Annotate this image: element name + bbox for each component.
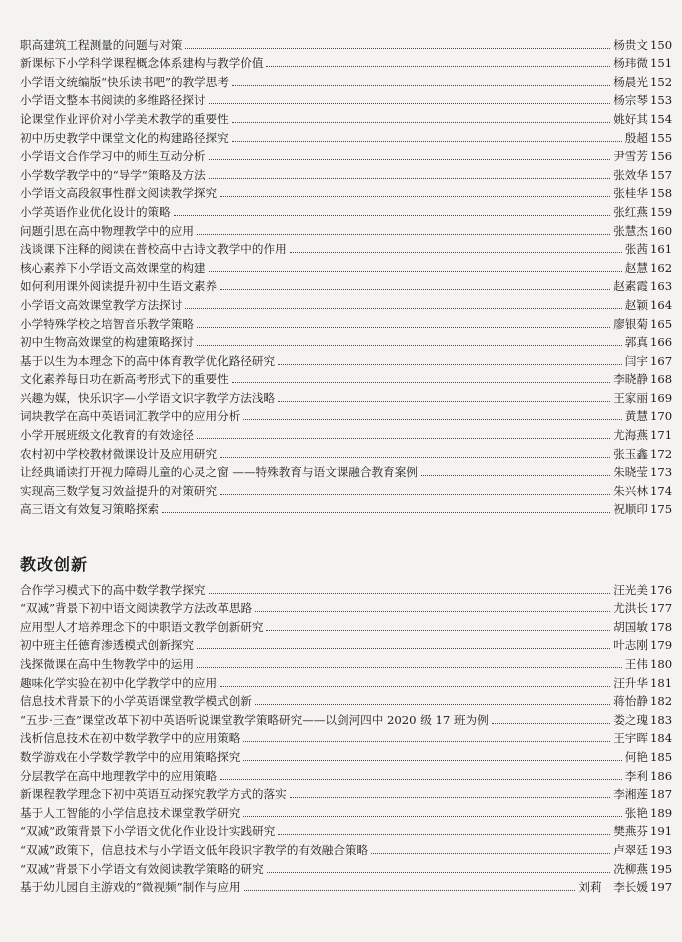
entry-author: 杨晨光 [613,74,648,89]
toc-section-2 [20,578,673,895]
dot-leader [232,85,610,86]
entry-author: 赵颖 [624,297,648,312]
entry-page-number: 187 [650,787,673,802]
entry-page-number: 170 [650,409,673,424]
entry-author: 张效华 [613,167,648,182]
entry-page-number: 167 [650,353,673,368]
dot-leader [209,271,622,272]
entry-page-number: 177 [650,601,673,616]
entry-title: 数学游戏在小学数学教学中的应用策略探究 [20,749,241,764]
dot-leader [174,215,610,216]
entry-title: 职高建筑工程测量的问题与对策 [20,37,183,52]
toc-entry [20,857,673,876]
entry-page-number: 166 [650,335,673,350]
toc-entry [20,498,673,517]
entry-page-number: 156 [650,149,673,164]
entry-page-number: 181 [650,675,673,690]
entry-author: 廖银菊 [613,316,648,331]
entry-title: 分层教学在高中地理教学中的应用策略 [20,768,218,783]
entry-title: 基于以生为本理念下的高中体育教学优化路径研究 [20,353,276,368]
entry-page-number: 189 [650,805,673,820]
entry-title: 小学开展班级文化教育的有效途径 [20,428,194,443]
dot-leader [232,382,611,383]
dot-leader [421,475,610,476]
dot-leader [255,704,610,705]
entry-author: 王宇晖 [613,731,648,746]
entry-author: 汪光美 [613,582,648,597]
toc-entry [20,219,673,238]
dot-leader [266,630,610,631]
entry-author: 李湘莲 [613,787,648,802]
entry-page-number: 169 [650,390,673,405]
toc-entry [20,423,673,443]
entry-author: 王伟 [624,656,648,671]
toc-entry [20,256,673,275]
dot-leader [278,834,610,835]
dot-leader [243,760,622,761]
entry-title: 基于幼儿园自主游戏的“微视频”制作与应用 [20,880,241,895]
dot-leader [278,364,622,365]
toc-entry [20,331,673,350]
dot-leader [220,457,610,458]
dot-leader [243,419,622,420]
dot-leader [232,141,622,142]
toc-entry [20,163,673,182]
entry-page-number: 160 [650,223,673,238]
dot-leader [266,66,610,67]
entry-author: 祝顺印 [613,502,648,517]
dot-leader [220,779,622,780]
toc-entry [20,615,673,634]
entry-author: 张茜 [624,242,648,257]
entry-author: 蒋怡静 [613,694,648,709]
entry-author: 卢翠廷 [613,842,648,857]
entry-author: 尤海燕 [613,428,648,443]
toc-entry [20,200,673,219]
dot-leader [197,234,610,235]
entry-page-number: 159 [650,204,673,219]
entry-page-number: 162 [650,260,673,275]
entry-title: 如何利用课外阅读提升初中生语文素养 [20,279,218,294]
entry-title: 小学语文统编版“快乐读书吧”的教学思考 [20,74,229,89]
section-heading: 教改创新 [20,555,89,574]
entry-author: 张玉鑫 [613,446,648,461]
entry-author: 王家丽 [613,390,648,405]
entry-page-number: 182 [650,694,673,709]
entry-title: 小学数学教学中的“导学”策略及方法 [20,167,206,182]
toc-entry [20,442,673,461]
dot-leader [209,593,611,594]
entry-page-number: 195 [650,861,673,876]
toc-entry [20,89,673,108]
entry-page-number: 163 [650,279,673,294]
dot-leader [492,723,610,724]
entry-author: 赵慧 [624,260,648,275]
dot-leader [243,816,622,817]
toc-entry [20,349,673,368]
entry-author: 朱兴林 [613,483,648,498]
entry-page-number: 175 [650,502,673,517]
entry-author: 尤洪长 [613,601,648,616]
entry-author: 胡国敏 [613,619,648,634]
entry-author: 赵素霞 [613,279,648,294]
toc-entry [20,182,673,201]
entry-title: 农村初中学校教材微课设计及应用研究 [20,446,218,461]
entry-page-number: 153 [650,93,673,108]
entry-author: 汪升华 [613,675,648,690]
entry-title: 小学语文合作学习中的师生互动分析 [20,149,206,164]
entry-author: 张慧杰 [613,223,648,238]
dot-leader [197,648,610,649]
entry-page-number: 165 [650,316,673,331]
dot-leader [209,159,611,160]
dot-leader [197,345,622,346]
entry-author: 杨玮微 [613,56,648,71]
dot-leader [162,512,610,513]
dot-leader [371,853,610,854]
dot-leader [185,48,610,49]
entry-title: 小学特殊学校之培智音乐教学策略 [20,316,194,331]
entry-page-number: 174 [650,483,673,498]
entry-author: 李利 [624,768,648,783]
entry-page-number: 157 [650,167,673,182]
entry-page-number: 193 [650,842,673,857]
entry-author: 姚好其 [613,111,648,126]
toc-entry [20,652,673,671]
dot-leader [197,327,610,328]
entry-page-number: 197 [650,880,673,895]
entry-author: 黄慧 [624,409,648,424]
entry-page-number: 185 [650,749,673,764]
entry-title: “双减”政策背景下小学语文优化作业设计实践研究 [20,824,276,839]
toc-entry [20,764,673,783]
entry-author: 张红燕 [613,204,648,219]
entry-title: 应用型人才培养理念下的中职语文教学创新研究 [20,619,264,634]
entry-title: “双减”背景下小学语文有效阅读教学策略的研究 [20,861,264,876]
entry-author: 刘莉 李长媛 [578,880,648,895]
entry-page-number: 161 [650,242,673,257]
toc-entry [20,461,673,480]
entry-title: 初中班主任德育渗透模式创新探究 [20,638,194,653]
toc-entry [20,238,673,257]
entry-page-number: 191 [650,824,673,839]
entry-page-number: 179 [650,638,673,653]
entry-title: 实现高三数学复习效益提升的对策研究 [20,483,218,498]
dot-leader [185,308,621,309]
entry-page-number: 171 [650,428,673,443]
toc-entry [20,479,673,498]
dot-leader [220,686,610,687]
entry-title: 高三语文有效复习策略探索 [20,502,160,517]
toc-entry [20,634,673,653]
entry-page-number: 164 [650,297,673,312]
entry-title: 让经典诵读打开视力障碍儿童的心灵之窗 ——特殊教育与语文课融合教育案例 [20,465,418,480]
entry-page-number: 184 [650,731,673,746]
entry-page-number: 178 [650,619,673,634]
toc-entry [20,801,673,820]
dot-leader [278,401,610,402]
entry-page-number: 158 [650,186,673,201]
entry-title: 信息技术背景下的小学英语课堂教学模式创新 [20,694,252,709]
entry-title: 初中历史教学中课堂文化的构建路径探究 [20,130,229,145]
entry-page-number: 155 [650,130,673,145]
entry-title: 浅析信息技术在初中数学教学中的应用策略 [20,731,241,746]
entry-page-number: 186 [650,768,673,783]
entry-author: 殷超 [624,130,648,145]
entry-page-number: 172 [650,446,673,461]
entry-author: 郭真 [624,335,648,350]
entry-page-number: 150 [650,37,673,52]
entry-title: 浅探微课在高中生物教学中的运用 [20,656,194,671]
dot-leader [243,741,610,742]
toc-entry [20,783,673,802]
toc-entry [20,405,673,424]
entry-title: “五步·三查”课堂改革下初中英语听说课堂教学策略研究——以剑河四中 2020 级 17 班为例 [20,712,489,727]
toc-entry [20,578,673,597]
entry-page-number: 180 [650,656,673,671]
entry-page-number: 152 [650,74,673,89]
toc-entry [20,597,673,616]
toc-entry [20,293,673,312]
entry-title: 基于人工智能的小学信息技术课堂教学研究 [20,805,241,820]
dot-leader [290,252,622,253]
entry-title: 词块教学在高中英语词汇教学中的应用分析 [20,409,241,424]
toc-entry [20,52,673,71]
entry-title: “双减”背景下初中语文阅读教学方法改革思路 [20,601,253,616]
entry-title: 小学语文整本书阅读的多维路径探讨 [20,93,206,108]
dot-leader [244,890,576,891]
entry-title: 兴趣为媒，快乐识字—小学语文识字教学方法浅略 [20,390,276,405]
toc-entry [20,145,673,164]
entry-author: 张桂华 [613,186,648,201]
entry-title: “双减”政策下，信息技术与小学语文低年段识字教学的有效融合策略 [20,842,369,857]
dot-leader [232,122,611,123]
dot-leader [220,196,610,197]
entry-author: 闫宇 [624,353,648,368]
toc-entry [20,368,673,387]
dot-leader [209,103,611,104]
entry-title: 小学语文高段叙事性群文阅读教学探究 [20,186,218,201]
toc-entry [20,745,673,764]
dot-leader [209,178,610,179]
entry-title: 小学英语作业优化设计的策略 [20,204,171,219]
entry-author: 杨宗琴 [613,93,648,108]
toc-section-1 [20,33,673,517]
toc-entry [20,838,673,857]
dot-leader [255,611,610,612]
entry-author: 叶志刚 [613,638,648,653]
entry-title: 论课堂作业评价对小学美术教学的重要性 [20,111,229,126]
toc-entry [20,107,673,126]
dot-leader [290,797,611,798]
entry-page-number: 154 [650,111,673,126]
entry-title: 初中生物高效课堂的构建策略探讨 [20,335,194,350]
entry-title: 核心素养下小学语文高效课堂的构建 [20,260,206,275]
toc-entry [20,708,673,727]
entry-page-number: 168 [650,372,673,387]
toc-entry [20,386,673,405]
toc-entry [20,671,673,690]
entry-author: 樊燕芬 [613,824,648,839]
entry-author: 尹雪芳 [613,149,648,164]
entry-author: 李晓静 [613,372,648,387]
entry-title: 合作学习模式下的高中数学教学探究 [20,582,206,597]
entry-page-number: 176 [650,582,673,597]
toc-entry [20,820,673,839]
entry-page-number: 151 [650,56,673,71]
entry-title: 趣味化学实验在初中化学教学中的应用 [20,675,218,690]
entry-title: 浅谈课下注释的阅读在普校高中古诗文教学中的作用 [20,242,287,257]
toc-entry [20,690,673,709]
entry-page-number: 173 [650,465,673,480]
toc-entry [20,33,673,52]
entry-author: 朱晓莹 [613,465,648,480]
entry-author: 何艳 [624,749,648,764]
dot-leader [220,289,610,290]
toc-entry [20,275,673,294]
dot-leader [197,667,622,668]
entry-title: 问题引思在高中物理教学中的应用 [20,223,194,238]
entry-title: 新课标下小学科学课程概念体系建构与教学价值 [20,56,264,71]
entry-author: 冼柳燕 [613,861,648,876]
entry-page-number: 183 [650,712,673,727]
entry-title: 文化素养每日功在新高考形式下的重要性 [20,372,229,387]
toc-entry [20,70,673,89]
entry-author: 娄之瑰 [613,712,648,727]
dot-leader [220,494,610,495]
toc-entry [20,126,673,145]
toc-entry [20,727,673,746]
entry-author: 张艳 [624,805,648,820]
entry-author: 杨贵文 [613,37,648,52]
dot-leader [267,872,610,873]
entry-title: 新课程教学理念下初中英语互动探究教学方式的落实 [20,787,287,802]
entry-title: 小学语文高效课堂教学方法探讨 [20,297,183,312]
toc-entry [20,876,673,895]
toc-entry [20,312,673,331]
dot-leader [197,438,610,439]
